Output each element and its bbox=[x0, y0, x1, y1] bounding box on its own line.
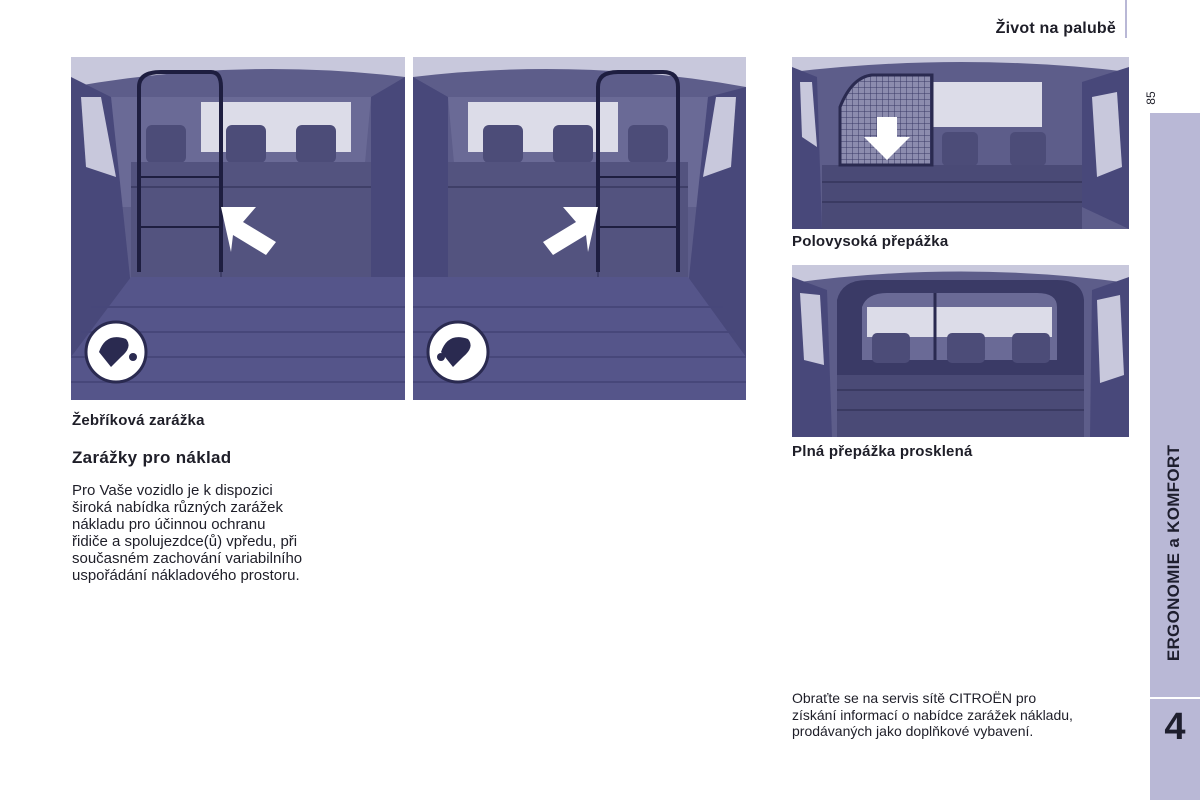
full-glazed-caption: Plná přepážka prosklená bbox=[792, 443, 973, 460]
note-line: získání informací o nabídce zarážek nákladu, bbox=[792, 706, 1073, 723]
note-line: prodávaných jako doplňkové vybavení. bbox=[792, 723, 1034, 739]
header-rule bbox=[1125, 0, 1127, 38]
ladder-illustration-right bbox=[413, 57, 746, 400]
hand-lever-icon bbox=[86, 322, 146, 382]
body-line: řidiče a spolujezdce(ů) vpředu, při bbox=[72, 533, 298, 550]
body-line: Pro Vaše vozidlo je k dispozici bbox=[72, 482, 273, 499]
half-height-partition-illustration bbox=[792, 57, 1129, 229]
section-heading: Zarážky pro náklad bbox=[72, 448, 232, 467]
chapter-title: ERGONOMIE a KOMFORT bbox=[1164, 444, 1183, 662]
ladder-caption: Žebříková zarážka bbox=[72, 412, 205, 429]
page-number: 85 bbox=[1144, 91, 1158, 105]
half-height-caption: Polovysoká přepážka bbox=[792, 233, 949, 250]
body-line: současném zachování variabilního bbox=[72, 550, 303, 567]
hand-lever-icon bbox=[428, 322, 488, 382]
chapter-tab-label bbox=[1148, 418, 1200, 688]
chapter-tab-divider bbox=[1150, 697, 1200, 699]
dealer-note bbox=[792, 690, 1142, 740]
body-line: uspořádání nákladového prostoru. bbox=[72, 567, 300, 584]
ladder-illustration-left bbox=[71, 57, 405, 400]
chapter-number: 4 bbox=[1164, 706, 1186, 748]
note-line: Obraťte se na servis sítě CITROËN pro bbox=[792, 690, 1037, 706]
full-glazed-partition-illustration bbox=[792, 265, 1129, 437]
body-line: nákladu pro účinnou ochranu bbox=[72, 516, 266, 533]
section-body bbox=[72, 482, 382, 584]
running-header: Život na palubě bbox=[995, 20, 1116, 37]
body-line: široká nabídka různých zarážek bbox=[72, 499, 283, 516]
